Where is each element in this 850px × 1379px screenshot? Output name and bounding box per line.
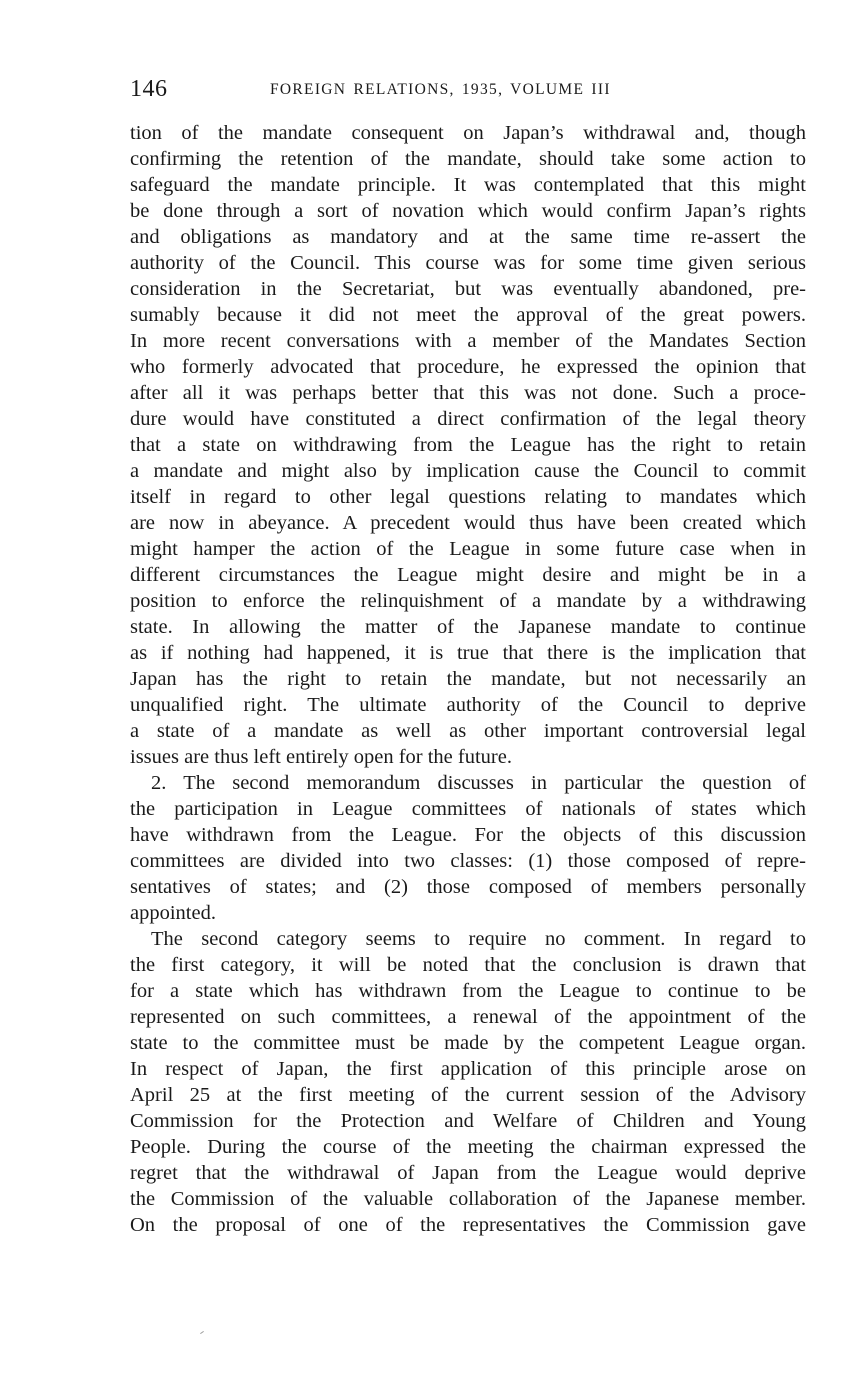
text-line: after all it was perhaps better that this was not done. Such a proce- xyxy=(130,382,806,404)
text-line: consideration in the Secretariat, but was eventually abandoned, pre- xyxy=(130,278,806,300)
page-header xyxy=(130,74,806,104)
text-line: In more recent conversations with a member of the Mandates Section xyxy=(130,330,806,352)
text-line: the first category, it will be noted that the conclusion is drawn that xyxy=(130,954,806,976)
text-line: be done through a sort of novation which would confirm Japan’s rights xyxy=(130,200,806,222)
text-line: state. In allowing the matter of the Japanese mandate to continue xyxy=(130,616,806,638)
text-line: the Commission of the valuable collaboration of the Japanese member. xyxy=(130,1188,806,1210)
text-line: The second category seems to require no comment. In regard to xyxy=(151,928,806,950)
text-line: People. During the course of the meeting the chairman expressed the xyxy=(130,1136,806,1158)
text-line: dure would have constituted a direct confirmation of the legal theory xyxy=(130,408,806,430)
text-line: Japan has the right to retain the mandate, but not necessarily an xyxy=(130,668,806,690)
text-line: In respect of Japan, the first application of this principle arose on xyxy=(130,1058,806,1080)
text-line: have withdrawn from the League. For the objects of this discussion xyxy=(130,824,806,846)
text-line: itself in regard to other legal questions relating to mandates which xyxy=(130,486,806,508)
text-line: the participation in League committees of nationals of states which xyxy=(130,798,806,820)
running-head: FOREIGN RELATIONS, 1935, VOLUME III xyxy=(270,81,611,98)
text-line: as if nothing had happened, it is true that there is the implication that xyxy=(130,642,806,664)
text-line: authority of the Council. This course was for some time given serious xyxy=(130,252,806,274)
text-line: for a state which has withdrawn from the League to continue to be xyxy=(130,980,806,1002)
text-line: state to the committee must be made by the competent League organ. xyxy=(130,1032,806,1054)
text-line: committees are divided into two classes: (1) those composed of repre- xyxy=(130,850,806,872)
text-line: and obligations as mandatory and at the same time re-assert the xyxy=(130,226,806,248)
text-line: different circumstances the League might desire and might be in a xyxy=(130,564,806,586)
text-line: 2. The second memorandum discusses in particular the question of xyxy=(151,772,806,794)
text-line: tion of the mandate consequent on Japan’s withdrawal and, though xyxy=(130,122,806,144)
body-text xyxy=(130,120,806,1238)
text-line: that a state on withdrawing from the League has the right to retain xyxy=(130,434,806,456)
text-line: position to enforce the relinquishment of a mandate by a withdrawing xyxy=(130,590,806,612)
text-line: unqualified right. The ultimate authority of the Council to deprive xyxy=(130,694,806,716)
text-line: regret that the withdrawal of Japan from the League would deprive xyxy=(130,1162,806,1184)
text-line: a state of a mandate as well as other important controversial legal xyxy=(130,720,806,742)
text-line: who formerly advocated that procedure, he expressed the opinion that xyxy=(130,356,806,378)
text-line: sentatives of states; and (2) those composed of members personally xyxy=(130,876,806,898)
page-number: 146 xyxy=(130,76,168,102)
text-line: sumably because it did not meet the approval of the great powers. xyxy=(130,304,806,326)
text-line: a mandate and might also by implication cause the Council to commit xyxy=(130,460,806,482)
text-line: safeguard the mandate principle. It was contemplated that this might xyxy=(130,174,806,196)
text-line: On the proposal of one of the representatives the Commission gave xyxy=(130,1214,806,1236)
stray-ink-mark xyxy=(200,1331,204,1334)
text-line: Commission for the Protection and Welfare of Children and Young xyxy=(130,1110,806,1132)
text-line: issues are thus left entirely open for the future. xyxy=(130,746,512,768)
text-line: are now in abeyance. A precedent would thus have been created which xyxy=(130,512,806,534)
text-line: appointed. xyxy=(130,902,216,924)
text-line: represented on such committees, a renewal of the appointment of the xyxy=(130,1006,806,1028)
text-line: April 25 at the first meeting of the current session of the Advisory xyxy=(130,1084,806,1106)
text-line: confirming the retention of the mandate, should take some action to xyxy=(130,148,806,170)
text-line: might hamper the action of the League in some future case when in xyxy=(130,538,806,560)
